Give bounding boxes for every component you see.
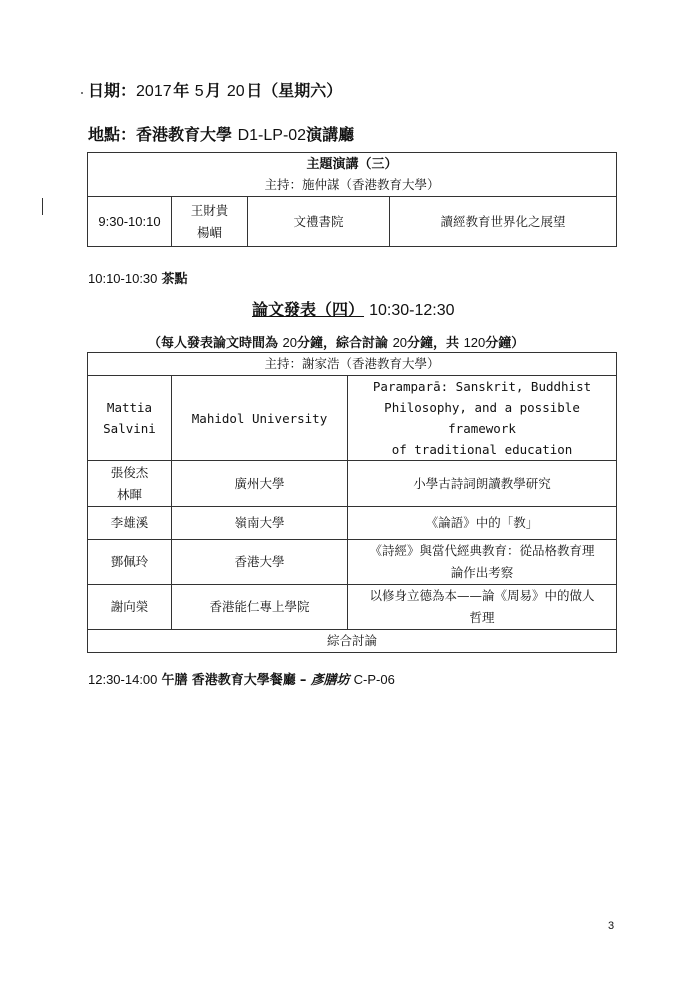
presenter-name [88, 540, 172, 585]
keynote-speaker-1: 王財貴 [190, 202, 229, 218]
note-mid: 分鐘，綜合討論 [297, 336, 389, 351]
presenter-topic [348, 376, 617, 461]
topic-line: 小學古詩詞朗讀教學研究 [413, 475, 551, 491]
keynote-title: 主題演講（三） [306, 156, 398, 172]
session-title-line [252, 297, 455, 320]
venue-room: D1-LP-02 [237, 127, 307, 144]
keynote-row [88, 197, 617, 247]
presenter-name-line: 林暉 [116, 486, 142, 502]
tea-break-label: 茶點 [161, 272, 188, 287]
presenter-affiliation: Mahidol University [172, 376, 348, 461]
date-label: 日期： [88, 81, 137, 100]
presenter-name-line: 李雄溪 [110, 515, 149, 530]
table-row [88, 461, 617, 507]
session-title: 論文發表（四） [252, 300, 365, 319]
date-year: 2017 [136, 83, 172, 100]
session-host: 主持：謝家浩（香港教育大學） [88, 353, 617, 376]
topic-line: 《詩經》與當代經典教育：從品格教育理 [369, 543, 595, 558]
presenter-name [88, 376, 172, 461]
date-year-unit: 年 [173, 81, 190, 100]
lunch-room: C-P-06 [353, 672, 395, 687]
lunch-line [88, 669, 395, 688]
session-table [87, 352, 617, 653]
closing-discussion: 綜合討論 [88, 630, 617, 653]
closing-row [88, 630, 617, 653]
session-host-row [88, 353, 617, 376]
keynote-affiliation: 文禮書院 [248, 197, 390, 247]
presenter-topic [348, 507, 617, 540]
table-row [88, 376, 617, 461]
lunch-venue-name: 彥膳坊 [310, 673, 350, 688]
lunch-label: 午膳 [161, 673, 188, 688]
note-suffix: 分鐘） [485, 336, 525, 351]
keynote-topic: 讀經教育世界化之展望 [390, 197, 617, 247]
keynote-table [87, 152, 617, 247]
date-line [88, 78, 342, 101]
date-day: 20 [226, 83, 245, 100]
topic-line: 以修身立德為本——論《周易》中的做人 [369, 588, 595, 603]
topic-line: 論作出考察 [450, 565, 514, 580]
presenter-name [88, 461, 172, 507]
tea-break-time: 10:10-10:30 [88, 271, 158, 286]
presenter-affiliation: 香港能仁專上學院 [172, 585, 348, 630]
presenter-name-line: 鄧佩玲 [110, 554, 149, 569]
topic-line: of traditional education [391, 442, 573, 457]
table-row [88, 585, 617, 630]
presenter-name-line: Salvini [103, 421, 156, 436]
presenter-topic [348, 540, 617, 585]
table-row [88, 507, 617, 540]
note-prefix: （每人發表論文時間為 [148, 336, 279, 351]
topic-line: Philosophy, and a possible framework [384, 400, 580, 436]
session-note [148, 332, 524, 351]
presenter-affiliation: 嶺南大學 [172, 507, 348, 540]
page-number: 3 [608, 920, 615, 932]
keynote-header-row [88, 153, 617, 197]
date-month-unit: 月 [205, 81, 222, 100]
presenter-affiliation: 廣州大學 [172, 461, 348, 507]
keynote-header-cell [88, 153, 617, 197]
margin-bar [42, 198, 43, 215]
note-minutes-1: 20 [282, 335, 298, 350]
venue-line [88, 122, 354, 145]
presenter-affiliation: 香港大學 [172, 540, 348, 585]
tea-break-line [88, 268, 188, 287]
lunch-time: 12:30-14:00 [88, 672, 158, 687]
table-row [88, 540, 617, 585]
keynote-time: 9:30-10:10 [88, 197, 172, 247]
date-weekday: （星期六） [262, 81, 343, 100]
topic-line: Paramparā: Sanskrit, Buddhist [372, 379, 592, 394]
lunch-dash: – [299, 673, 307, 688]
note-minutes-2: 20 [392, 335, 408, 350]
presenter-name-line: 謝向榮 [110, 599, 149, 614]
presenter-name [88, 507, 172, 540]
date-month: 5 [194, 83, 204, 100]
topic-line: 《論語》中的「教」 [425, 515, 539, 530]
venue-room-suffix: 演講廳 [306, 125, 355, 144]
presenter-topic [348, 585, 617, 630]
presenter-name [88, 585, 172, 630]
keynote-speakers [172, 197, 248, 247]
note-mid-2: 分鐘，共 [407, 336, 460, 351]
presenter-name-line: 張俊杰 [110, 464, 149, 480]
keynote-host: 主持：施仲謀（香港教育大學） [264, 176, 440, 192]
presenter-topic [348, 461, 617, 507]
note-minutes-3: 120 [463, 335, 486, 350]
topic-line: 哲理 [469, 610, 495, 625]
stray-dot [81, 92, 83, 94]
date-day-unit: 日 [246, 81, 263, 100]
session-time: 10:30-12:30 [369, 302, 455, 319]
lunch-place: 香港教育大學餐廳 [191, 673, 296, 688]
presenter-name-line: Mattia [106, 400, 153, 415]
venue-label: 地點：香港教育大學 [88, 125, 233, 144]
keynote-speaker-2: 楊嵋 [196, 224, 222, 240]
